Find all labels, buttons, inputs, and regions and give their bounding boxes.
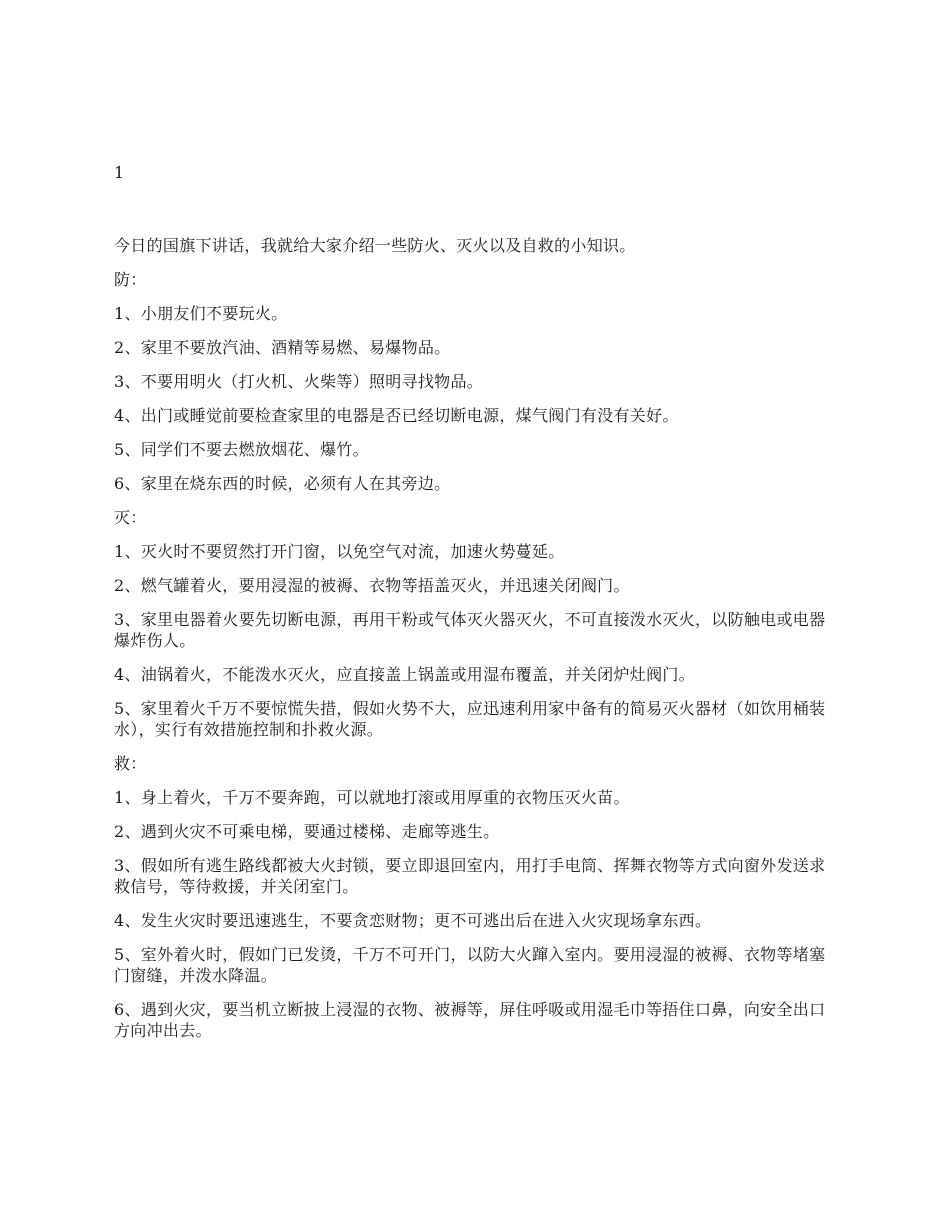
list-item: 3、不要用明火（打火机、火柴等）照明寻找物品。 bbox=[114, 372, 484, 391]
section-heading-extinguish: 灭： bbox=[114, 508, 147, 527]
list-item: 2、遇到火灾不可乘电梯，要通过楼梯、走廊等逃生。 bbox=[114, 822, 500, 841]
list-item: 2、燃气罐着火，要用浸湿的被褥、衣物等捂盖灭火，并迅速关闭阀门。 bbox=[114, 576, 630, 595]
section-heading-rescue: 救： bbox=[114, 754, 147, 773]
list-item: 4、发生火灾时要迅速逃生，不要贪恋财物；更不可逃出后在进入火灾现场拿东西。 bbox=[114, 911, 712, 930]
list-item: 5、室外着火时，假如门已发烫，千万不可开门，以防大火蹿入室内。要用浸湿的被褥、衣物等堵塞门窗缝，并泼水降温。 bbox=[114, 945, 826, 985]
document-body bbox=[114, 235, 834, 1054]
list-item: 6、家里在烧东西的时候，必须有人在其旁边。 bbox=[114, 474, 451, 493]
list-item: 4、油锅着火，不能泼水灭火，应直接盖上锅盖或用湿布覆盖，并关闭炉灶阀门。 bbox=[114, 665, 695, 684]
section-heading-prevent: 防： bbox=[114, 270, 147, 289]
list-item: 2、家里不要放汽油、酒精等易燃、易爆物品。 bbox=[114, 338, 451, 357]
list-item: 1、身上着火，千万不要奔跑，可以就地打滚或用厚重的衣物压灭火苗。 bbox=[114, 788, 630, 807]
document-page bbox=[114, 0, 834, 1230]
list-item: 3、家里电器着火要先切断电源，再用干粉或气体灭火器灭火，不可直接泼水灭火，以防触电或电器爆炸伤人。 bbox=[114, 610, 826, 650]
list-item: 4、出门或睡觉前要检查家里的电器是否已经切断电源，煤气阀门有没有关好。 bbox=[114, 406, 679, 425]
list-item: 6、遇到火灾，要当机立断披上浸湿的衣物、被褥等，屏住呼吸或用湿毛巾等捂住口鼻，向安全出口方向冲出去。 bbox=[114, 1000, 826, 1040]
intro-paragraph: 今日的国旗下讲话，我就给大家介绍一些防火、灭火以及自救的小知识。 bbox=[114, 236, 636, 255]
page-number: 1 bbox=[114, 163, 125, 182]
list-item: 1、灭火时不要贸然打开门窗，以免空气对流，加速火势蔓延。 bbox=[114, 542, 565, 561]
list-item: 3、假如所有逃生路线都被大火封锁，要立即退回室内，用打手电筒、挥舞衣物等方式向窗外发送求救信号，等待救援，并关闭室门。 bbox=[114, 856, 826, 896]
list-item: 5、同学们不要去燃放烟花、爆竹。 bbox=[114, 440, 369, 459]
list-item: 1、小朋友们不要玩火。 bbox=[114, 304, 288, 323]
list-item: 5、家里着火千万不要惊慌失措，假如火势不大，应迅速利用家中备有的简易灭火器材（如饮用桶装水），实行有效措施控制和扑救火源。 bbox=[114, 699, 826, 739]
